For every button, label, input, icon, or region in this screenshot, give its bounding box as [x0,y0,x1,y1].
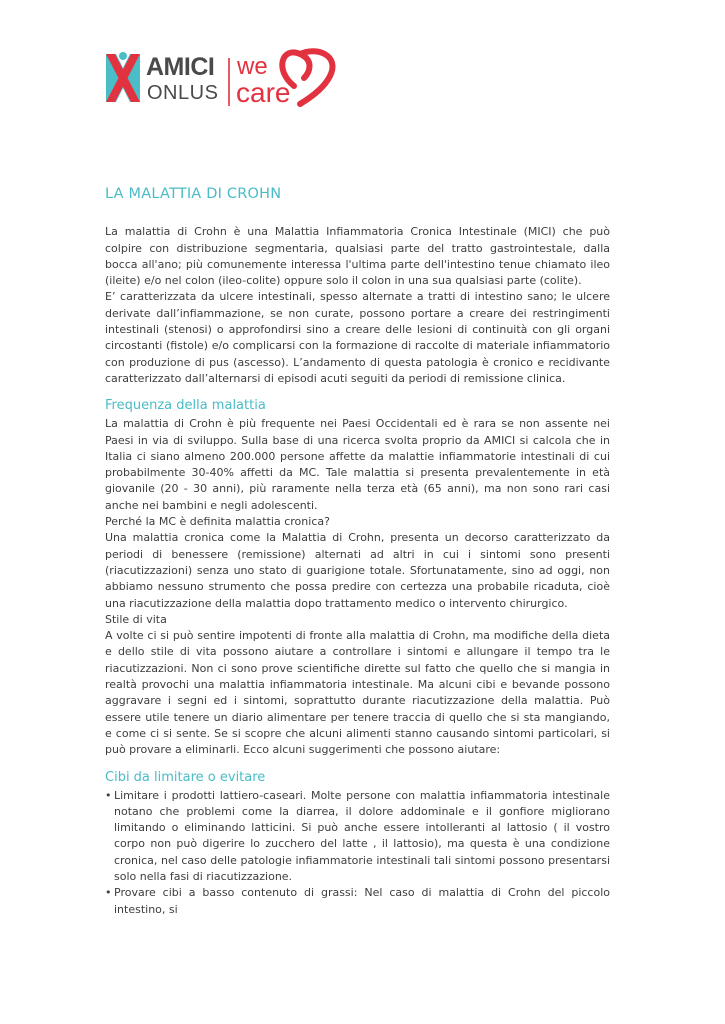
list-item [105,885,610,918]
bullet-icon: • [105,788,112,802]
document-body [105,186,610,918]
logo-graphic [104,42,354,112]
section-heading-cibi: Cibi da limitare o evitare [105,769,266,785]
logo-amici-text: AMICI [146,53,215,81]
body-paragraph: Una malattia cronica come la Malattia di Crohn, presenta un decorso caratterizzato da periodi di benessere (remissione) alternati ad altri in cui i sintomi sono presenti (riacutizzazioni) senza uno stato di guarigione totale. Sfortunatamente, sino ad oggi, non abbiamo nessuno strumento che possa predire con certezza una probabile ricaduta, cioè una riacutizzazione della malattia dopo trattamento medico o intervento chirurgico. [105,531,610,610]
subheading-malattia-cronica: Perché la MC è definita malattia cronica? [105,515,330,529]
amici-we-care-logo [104,42,354,112]
bullet-icon: • [105,886,112,900]
amici-emblem-icon [106,52,140,102]
logo-we-text: we [237,53,268,80]
intro-paragraph: E’ caratterizzata da ulcere intestinali, spesso alternate a tratti di intestino sano; le ulcere derivate dall’infiammazione, se non curate, possono portare a creare dei restringimenti intestinali (stenosi) o approfondirsi sino a creare delle lesioni di continuità con gli organi circostanti (fistole) e/o complicarsi con la formazione di raccolte di materiale infiammatorio con produzione di pus (ascesso). L’andamento di questa patologia è cronico e recidivante caratterizzato dall’alternarsi di episodi acuti seguiti da periodi di remissione clinica. [105,290,610,385]
list-item-text: Limitare i prodotti lattiero-caseari. Molte persone con malattia infiammatoria intestinale notano che problemi come la diarrea, il dolore addominale e il gonfiore migliorano limitando o eliminando latticini. Si può anche essere intolleranti al lattosio ( il vostro corpo non può digerire lo zucchero del latte , il lattosio), ma questa è una condizione cronica, nel caso delle patologie infiammatorie intestinali tali sintomi possono presentarsi solo nella fasi di riacutizzazione. [114,788,610,883]
subheading-stile-di-vita: Stile di vita [105,612,167,626]
body-paragraph: La malattia di Crohn è più frequente nei Paesi Occidentali ed è rara se non assente nei Paesi in via di sviluppo. Sulla base di una ricerca svolta proprio da AMICI si calcola che in Italia ci siano almeno 200.000 persone affette da malattie infiammatorie intestinali di cui probabilmente 30-40% affetti da MC. Tale malattia si presenta prevalentemente in età giovanile (20 - 30 anni), più raramente nella terza età (65 anni), ma non sono rari casi anche nei bambini e negli adolescenti. [105,417,610,512]
section-heading-frequenza: Frequenza della malattia [105,398,266,414]
page-title: LA MALATTIA DI CROHN [105,186,282,202]
list-item-text: Provare cibi a basso contenuto di grassi: Nel caso di malattia di Crohn del piccolo intestino, si [114,886,610,916]
intro-paragraph: La malattia di Crohn è una Malattia Infiammatoria Cronica Intestinale (MICI) che può colpire con distribuzione segmentaria, qualsiasi parte del tratto gastrointestale, dalla bocca all'ano; più comunemente interessa l'ultima parte dell'intestino tenue chiamato ileo (ileite) e/o nel colon (ileo-colite) oppure solo il colon in una sua qualsiasi parte (colite). [105,225,610,288]
logo-onlus-text: ONLUS [147,82,219,104]
list-item [105,788,610,886]
food-tips-list [105,788,610,918]
body-paragraph: A volte ci si può sentire impotenti di fronte alla malattia di Crohn, ma modifiche della dieta e dello stile di vita possono aiutare a controllare i sintomi e allungare il tempo tra le riacutizzazioni. Non ci sono prove scientifiche dirette sul fatto che quello che si mangia in realtà provochi una malattia infiammatoria intestinale. Ma alcuni cibi e bevande possono aggravare i segni ed i sintomi, soprattutto durante riacutizzazione della malattia. Può essere utile tenere un diario alimentare per tenere traccia di quello che si sta mangiando, e come ci si sente. Se si scopre che alcuni alimenti stanno causando sintomi particolari, si può provare a eliminarli. Ecco alcuni suggerimenti che possono aiutare: [105,629,610,757]
logo-care-text: care [236,77,291,108]
